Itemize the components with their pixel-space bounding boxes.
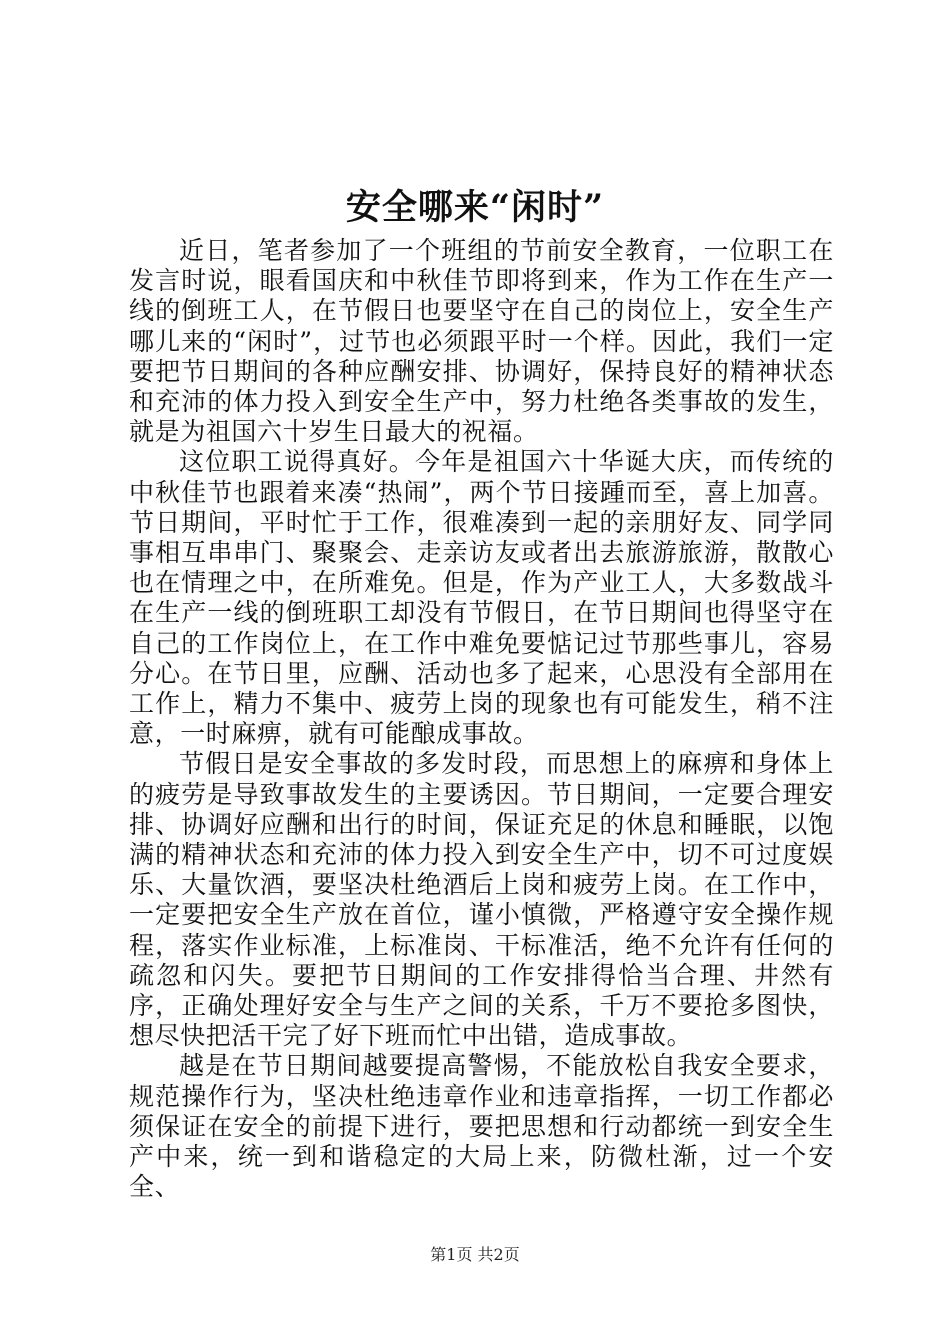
paragraph-2: 这位职工说得真好。今年是祖国六十华诞大庆，而传统的中秋佳节也跟着来凑“热闹”，两个节日接踵而至，喜上加喜。节日期间，平时忙于工作，很难凑到一起的亲朋好友、同学同事相互串串门、聚聚会、走亲访友或者出去旅游旅游，散散心也在情理之中，在所难免。但是，作为产业工人，大多数战斗在生产一线的倒班职工却没有节假日，在节日期间也得坚守在自己的工作岗位上，在工作中难免要惦记过节那些事儿，容易分心。在节日里，应酬、活动也多了起来，心思没有全部用在工作上，精力不集中、疲劳上岗的现象也有可能发生，稍不注意，一时麻痹，就有可能酿成事故。: [129, 447, 834, 749]
document-title: 安全哪来“闲时”: [345, 187, 605, 228]
document-body: [129, 236, 834, 1203]
paragraph-3: 节假日是安全事故的多发时段，而思想上的麻痹和身体上的疲劳是导致事故发生的主要诱因。节日期间，一定要合理安排、协调好应酬和出行的时间，保证充足的休息和睡眠，以饱满的精神状态和充沛的体力投入到安全生产中，切不可过度娱乐、大量饮酒，要坚决杜绝酒后上岗和疲劳上岗。在工作中，一定要把安全生产放在首位，谨小慎微，严格遵守安全操作规程，落实作业标准，上标准岗、干标准活，绝不允许有任何的疏忽和闪失。要把节日期间的工作安排得恰当合理、井然有序，正确处理好安全与生产之间的关系，千万不要抢多图快，想尽快把活干完了好下班而忙中出错，造成事故。: [129, 749, 834, 1051]
paragraph-4: 越是在节日期间越要提高警惕，不能放松自我安全要求，规范操作行为，坚决杜绝违章作业和违章指挥，一切工作都必须保证在安全的前提下进行，要把思想和行动都统一到安全生产中来，统一到和谐稳定的大局上来，防微杜渐，过一个安全、: [129, 1051, 834, 1202]
page-number-footer: 第1页 共2页: [430, 1245, 520, 1264]
paragraph-1: 近日，笔者参加了一个班组的节前安全教育，一位职工在发言时说，眼看国庆和中秋佳节即将到来，作为工作在生产一线的倒班工人，在节假日也要坚守在自己的岗位上，安全生产哪儿来的“闲时”，过节也必须跟平时一个样。因此，我们一定要把节日期间的各种应酬安排、协调好，保持良好的精神状态和充沛的体力投入到安全生产中，努力杜绝各类事故的发生，就是为祖国六十岁生日最大的祝福。: [129, 236, 834, 447]
